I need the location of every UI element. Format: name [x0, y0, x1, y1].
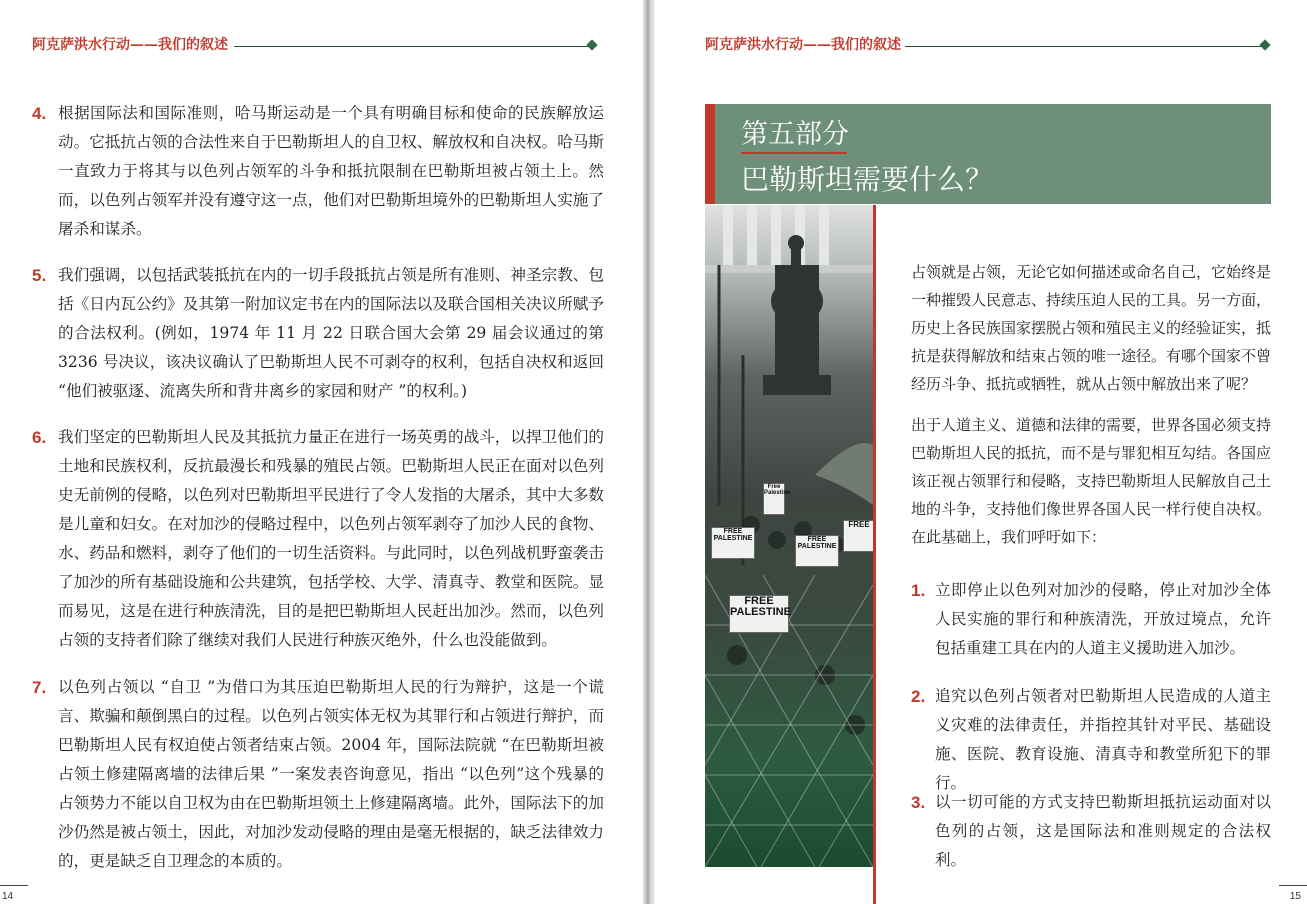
running-header	[0, 34, 643, 54]
header-diamond-icon	[586, 39, 597, 50]
protest-sign: FREE	[843, 520, 873, 552]
header-rule	[234, 46, 590, 47]
item-text: 以色列占领以 “自卫 ”为借口为其压迫巴勒斯坦人民的行为辩护，这是一个谎言、欺骗和颠倒黑白的过程。以色列占领实体无权为其罪行和占领进行辩护，而巴勒斯坦人民有权迫使占领者结束占领。2004 年，国际法院就 “在巴勒斯坦被占领土修建隔离墙的法律后果 ”一案发表咨询意见，指出 “以色列”这个残暴的占领势力不能以自卫权为由在巴勒斯坦领土上修建隔离墙。此外，国际法下的加沙仍然是被占领土，因此，对加沙发动侵略的理由是毫无根据的，缺乏法律效力的，更是缺乏自卫理念的本质的。	[58, 678, 604, 870]
page-number: 14	[2, 891, 14, 902]
section-banner	[705, 104, 1271, 204]
item-number: 3.	[911, 793, 926, 812]
protest-photo	[705, 205, 873, 867]
item-number: 5.	[32, 266, 47, 285]
page-number: 15	[1289, 891, 1301, 902]
item-number: 2.	[911, 687, 926, 706]
item-number: 7.	[32, 678, 47, 697]
body-paragraph: 出于人道主义、道德和法律的需要，世界各国必须支持巴勒斯坦人民的抵抗，而不是与罪犯相互勾结。各国应该正视占领罪行和侵略，支持巴勒斯坦人民解放自己土地的斗争，支持他们像世界各国人民一样行使自决权。在此基础上，我们呼吁如下：	[911, 416, 1272, 546]
header-diamond-icon	[1259, 39, 1270, 50]
banner-rule	[741, 152, 847, 154]
item-text: 根据国际法和国际准则，哈马斯运动是一个具有明确目标和使命的民族解放运动。它抵抗占领的合法性来自于巴勒斯坦人的自卫权、解放权和自决权。哈马斯一直致力于将其与以色列占领军的斗争和抵抗限制在巴勒斯坦被占领土上。然而，以色列占领军并没有遵守这一点，他们对巴勒斯坦境外的巴勒斯坦人实施了屠杀和谋杀。	[58, 104, 604, 238]
book-gutter	[643, 0, 655, 904]
item-text: 追究以色列占领者对巴勒斯坦人民造成的人道主义灾难的法律责任，并指控其针对平民、基础设施、医院、教育设施、清真寺和教堂所犯下的罪行。	[935, 687, 1271, 792]
list-item	[911, 788, 1271, 875]
photo-accent-line	[873, 205, 876, 904]
protest-sign: Free Palestine	[763, 483, 785, 515]
list-item	[911, 576, 1271, 663]
header-rule	[905, 46, 1263, 47]
banner-accent-bar	[705, 104, 715, 204]
item-number: 4.	[32, 104, 47, 123]
folio-rule	[1279, 885, 1307, 886]
list-item	[32, 99, 604, 244]
section-label: 第五部分	[741, 119, 849, 150]
list-item	[911, 682, 1271, 798]
item-text: 我们坚定的巴勒斯坦人民及其抵抗力量正在进行一场英勇的战斗，以捍卫他们的土地和民族权利，反抗最漫长和残暴的殖民占领。巴勒斯坦人民正在面对以色列史无前例的侵略，以色列对巴勒斯坦平民进行了令人发指的大屠杀，其中大多数是儿童和妇女。在对加沙的侵略过程中，以色列占领军剥夺了加沙人民的食物、水、药品和燃料，剥夺了他们的一切生活资料。与此同时，以色列战机野蛮袭击了加沙的所有基础设施和公共建筑，包括学校、大学、清真寺、教堂和医院。显而易见，这是在进行种族清洗，目的是把巴勒斯坦人民赶出加沙。然而，以色列占领的支持者们除了继续对我们人民进行种族灭绝外，什么也没能做到。	[58, 428, 604, 649]
header-title: 阿克萨洪水行动——我们的叙述	[705, 37, 901, 53]
protest-sign: FREE PALESTINE	[795, 535, 839, 567]
right-page	[655, 0, 1307, 904]
list-item	[32, 673, 604, 876]
item-number: 1.	[911, 581, 926, 600]
list-item	[32, 261, 604, 406]
item-text: 以一切可能的方式支持巴勒斯坦抵抗运动面对以色列的占领，这是国际法和准则规定的合法权利。	[935, 793, 1271, 869]
item-number: 6.	[32, 428, 47, 447]
left-page	[0, 0, 643, 904]
header-title: 阿克萨洪水行动——我们的叙述	[32, 37, 228, 53]
protest-sign: FREE PALESTINE	[729, 595, 789, 633]
item-text: 我们强调，以包括武装抵抗在内的一切手段抵抗占领是所有准则、神圣宗教、包括《日内瓦公约》及其第一附加议定书在内的国际法以及联合国相关决议所赋予的合法权利。(例如，1974 年 11 月 22 日联合国大会第 29 届会议通过的第 3236 号决议，该决议确认了巴勒斯坦人民不可剥夺的权利，包括自决权和返回 “他们被驱逐、流离失所和背井离乡的家园和财产 ”的权利。)	[58, 266, 604, 400]
body-paragraph: 占领就是占领，无论它如何描述或命名自己，它始终是一种摧毁人民意志、持续压迫人民的工具。另一方面，历史上各民族国家摆脱占领和殖民主义的经验证实，抵抗是获得解放和结束占领的唯一途径。有哪个国家不曾经历斗争、抵抗或牺牲，就从占领中解放出来了呢？	[911, 263, 1272, 393]
item-text: 立即停止以色列对加沙的侵略，停止对加沙全体人民实施的罪行和种族清洗，开放过境点，允许包括重建工具在内的人道主义援助进入加沙。	[935, 581, 1271, 657]
running-header	[655, 34, 1307, 54]
section-title: 巴勒斯坦需要什么？	[741, 163, 994, 196]
folio-rule	[0, 885, 28, 886]
protest-sign: FREE PALESTINE	[711, 527, 755, 559]
list-item	[32, 423, 604, 655]
